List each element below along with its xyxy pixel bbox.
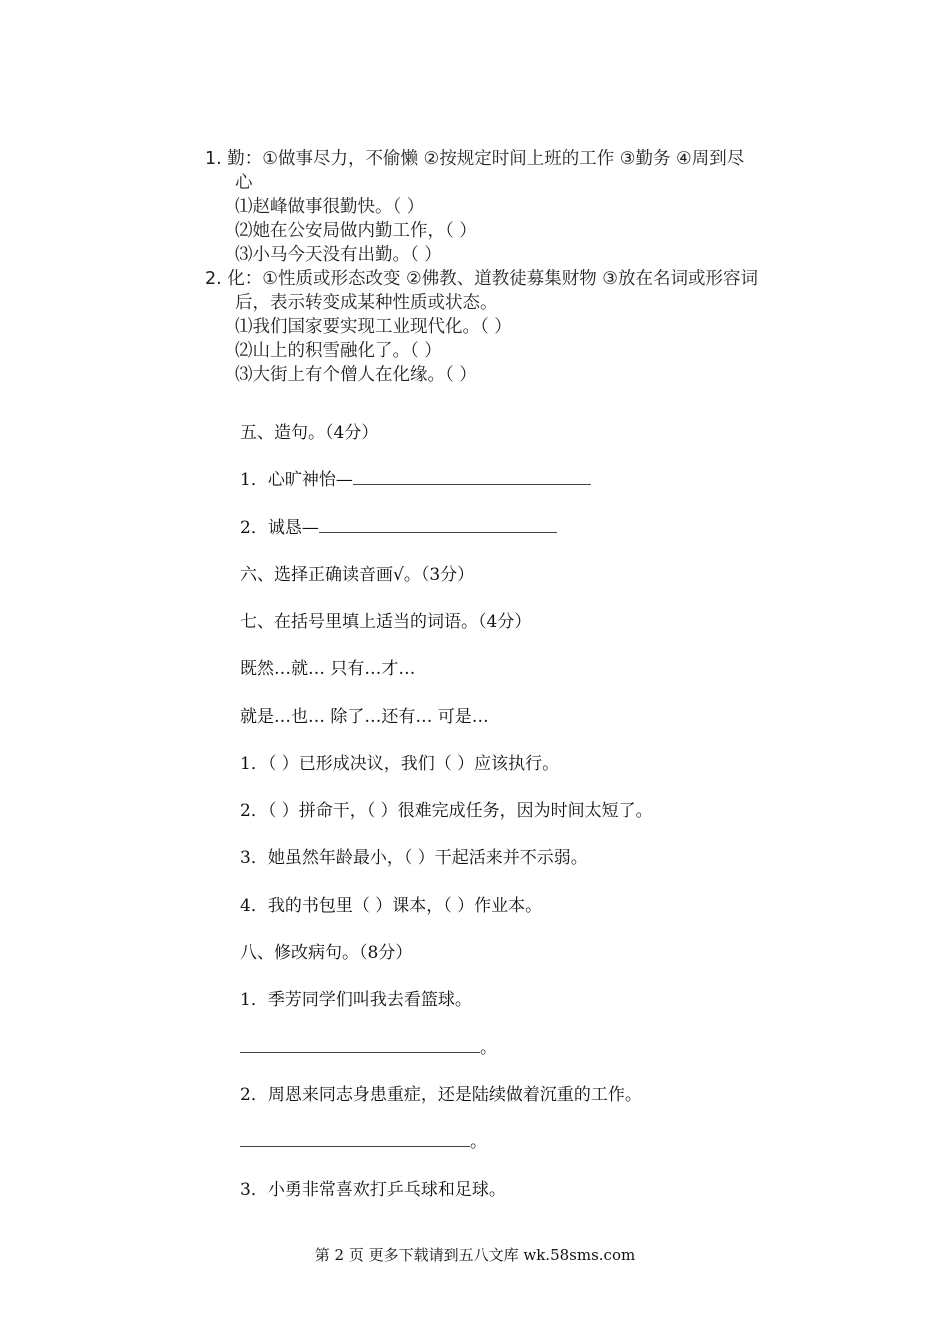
answer-blank[interactable] (353, 468, 591, 485)
answer-blank[interactable] (319, 516, 557, 533)
q2-sentence-3: ⑶大街上有个僧人在化缘。（ ） (235, 365, 477, 385)
q1-sentence-3: ⑶小马今天没有出勤。（ ） (235, 245, 442, 265)
answer-blank[interactable] (240, 1036, 480, 1053)
section-7-word-pairs-1: 既然…就… 只有…才… (240, 659, 416, 679)
q2-definition-line1: 2. 化：①性质或形态改变 ②佛教、道教徒募集财物 ③放在名词或形容词 (205, 269, 758, 289)
q1-sentence-2: ⑵她在公安局做内勤工作，（ ） (235, 221, 477, 241)
section-7-question-3: 3．她虽然年龄最小，（ ）干起活来并不示弱。 (240, 848, 588, 868)
section-5-title: 五、造句。（4分） (240, 423, 379, 443)
section-7-question-1: 1．（ ）已形成决议，我们（ ）应该执行。 (240, 754, 560, 774)
answer-blank[interactable] (240, 1130, 470, 1147)
section-7-question-2: 2．（ ）拼命干，（ ）很难完成任务，因为时间太短了。 (240, 801, 653, 821)
section-8-question-3: 3．小勇非常喜欢打乒乓球和足球。 (240, 1180, 506, 1200)
q1-definition-line1: 1. 勤：①做事尽力，不偷懒 ②按规定时间上班的工作 ③勤务 ④周到尽 (205, 149, 745, 169)
q1-sentence-1: ⑴赵峰做事很勤快。（ ） (235, 197, 425, 217)
question-text: 1．心旷神怡— (240, 470, 353, 490)
section-5-question-2 (240, 516, 557, 540)
section-7-title: 七、在括号里填上适当的词语。（4分） (240, 612, 532, 632)
q2-definition-line2: 后，表示转变成某种性质或状态。 (235, 293, 498, 313)
section-8-title: 八、修改病句。（8分） (240, 943, 413, 963)
q1-definition-line2: 心 (235, 173, 253, 193)
answer-period: 。 (470, 1132, 487, 1152)
section-7-word-pairs-2: 就是…也… 除了…还有… 可是… (240, 707, 489, 727)
section-6-title: 六、选择正确读音画√。（3分） (240, 565, 475, 585)
section-8-answer-2 (240, 1130, 487, 1154)
answer-period: 。 (480, 1038, 497, 1058)
page-footer: 第 2 页 更多下载请到五八文库 wk.58sms.com (314, 1246, 636, 1264)
section-5-question-1 (240, 468, 591, 492)
section-8-question-2: 2．周恩来同志身患重症，还是陆续做着沉重的工作。 (240, 1085, 642, 1105)
question-text: 2．诚恳— (240, 518, 319, 538)
section-8-answer-1 (240, 1036, 497, 1060)
section-8-question-1: 1．季芳同学们叫我去看篮球。 (240, 990, 472, 1010)
q2-sentence-2: ⑵山上的积雪融化了。（ ） (235, 341, 442, 361)
q2-sentence-1: ⑴我们国家要实现工业现代化。（ ） (235, 317, 512, 337)
section-7-question-4: 4．我的书包里（ ）课本，（ ）作业本。 (240, 896, 543, 916)
